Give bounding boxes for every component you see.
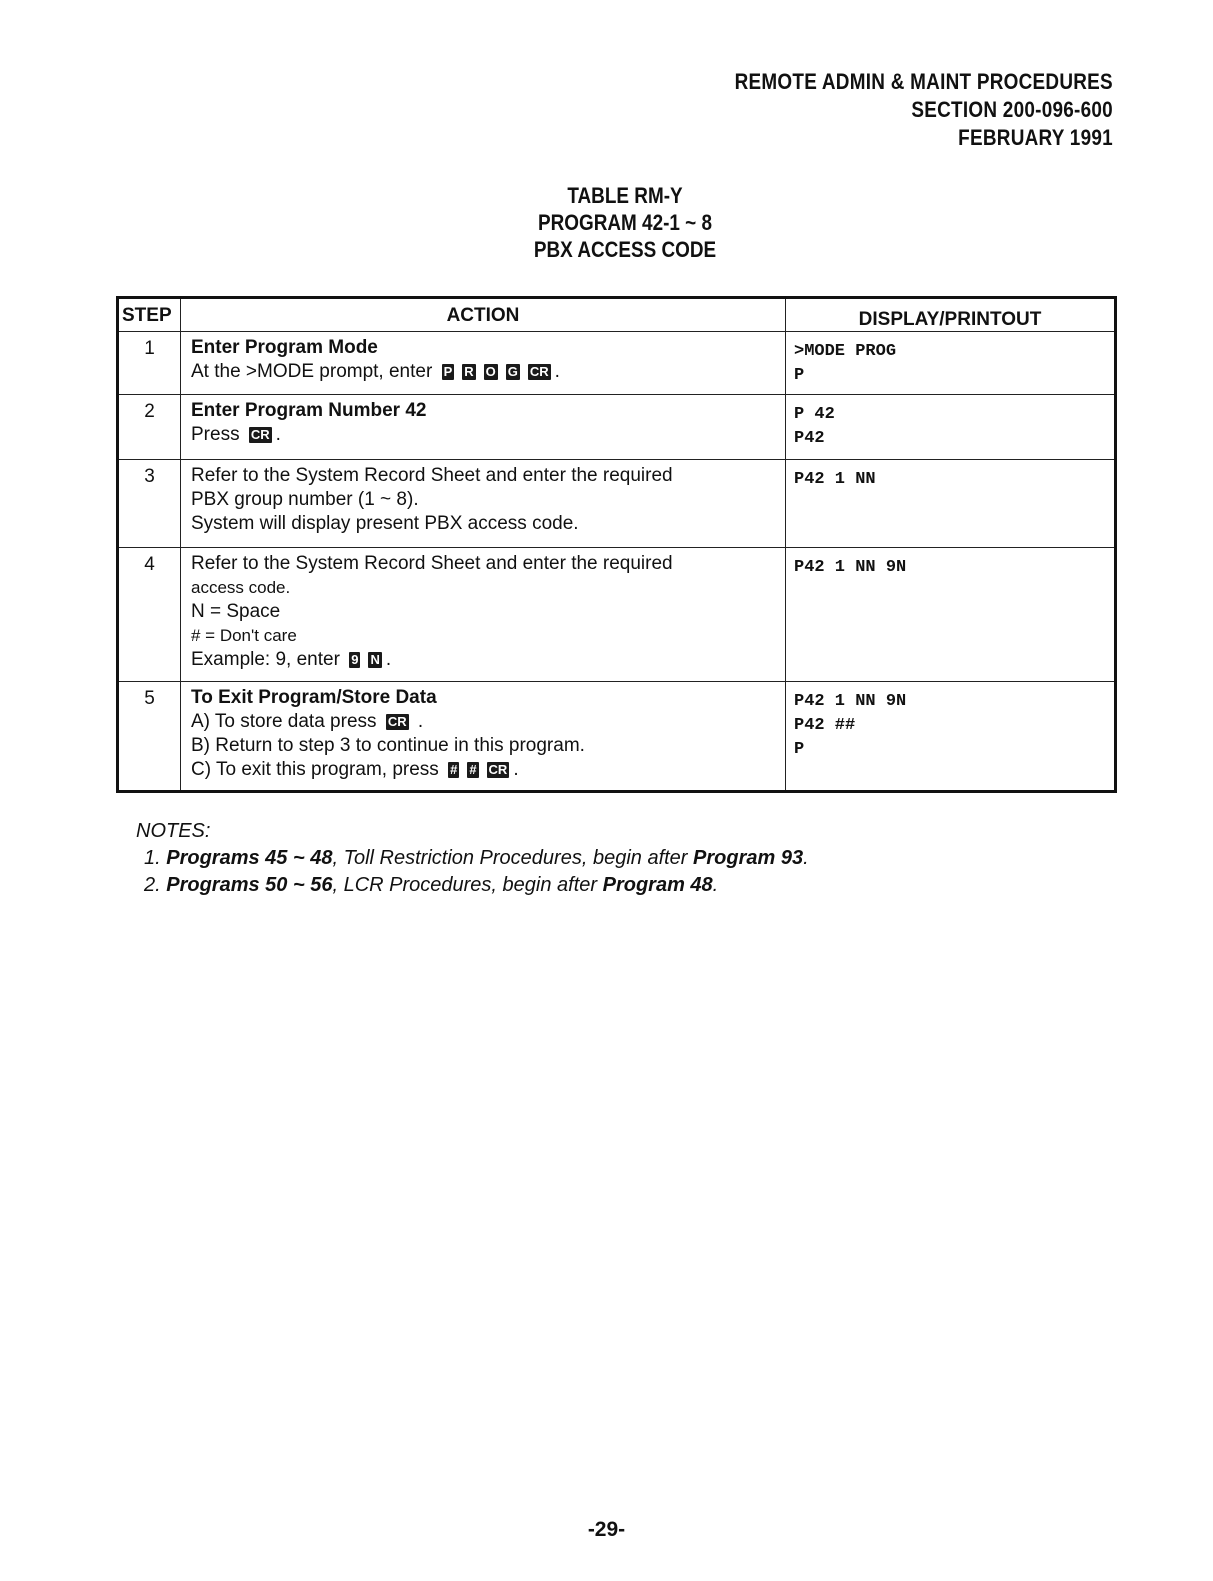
key-r: R <box>464 364 474 379</box>
display-cell <box>786 395 1116 460</box>
note-item <box>136 845 809 872</box>
display-cell <box>786 548 1116 682</box>
note-number: 2. <box>144 874 161 896</box>
option-c-text: C) To exit this program, press <box>191 759 439 780</box>
instruction-end: . <box>554 361 560 382</box>
option-a <box>191 710 779 734</box>
note-bold: Program 93 <box>693 847 804 869</box>
example-text: Example: 9, enter <box>191 649 340 670</box>
note-bold: Program 48 <box>602 874 713 896</box>
action-cell <box>181 395 786 460</box>
step-number: 1 <box>118 332 181 395</box>
key-o: O <box>485 364 496 379</box>
example-line <box>191 648 779 672</box>
display-line: >MODE PROG <box>794 342 897 361</box>
instruction-text: Press <box>191 424 240 445</box>
note-end: . <box>803 847 809 869</box>
table-subject: PBX ACCESS CODE <box>533 237 717 262</box>
key-cr: CR <box>488 762 508 777</box>
display-line: P42 1 NN 9N <box>794 692 907 711</box>
page-number: -29- <box>587 1518 626 1541</box>
header-title: REMOTE ADMIN & MAINT PROCEDURES <box>734 69 1113 94</box>
table-header-row <box>118 298 1116 332</box>
step-number: 3 <box>118 460 181 548</box>
action-line: access code. <box>191 578 291 597</box>
page-header <box>735 68 1113 152</box>
action-line: Refer to the System Record Sheet and enter the required <box>191 553 673 574</box>
action-cell <box>181 460 786 548</box>
step-title: Enter Program Mode <box>191 337 378 358</box>
option-a-text: A) To store data press <box>191 711 377 732</box>
step-instruction <box>191 360 779 384</box>
header-display: DISPLAY/PRINTOUT <box>786 298 1116 332</box>
display-line: P42 1 NN <box>794 470 876 489</box>
action-cell <box>181 332 786 395</box>
action-cell <box>181 548 786 682</box>
step-number: 2 <box>118 395 181 460</box>
display-line: P 42 <box>794 405 835 424</box>
note-text: , LCR Procedures, begin after <box>332 874 603 896</box>
example-end: . <box>385 649 392 670</box>
step-number: 5 <box>118 682 181 792</box>
header-date: FEBRUARY 1991 <box>958 125 1113 150</box>
table-title <box>483 182 767 263</box>
display-line: P42 1 NN 9N <box>794 558 907 577</box>
note-bold: Programs 45 ~ 48 <box>166 847 333 869</box>
display-cell <box>786 332 1116 395</box>
action-line: System will display present PBX access code. <box>191 513 579 534</box>
table-row <box>118 548 1116 682</box>
instruction-text: At the >MODE prompt, enter <box>191 361 433 382</box>
note-end: . <box>712 874 719 896</box>
table-row <box>118 332 1116 395</box>
display-line: P42 <box>794 429 825 448</box>
key-p: P <box>443 364 453 379</box>
step-title: Enter Program Number 42 <box>191 400 427 421</box>
step-number: 4 <box>118 548 181 682</box>
option-c <box>191 758 779 782</box>
action-line: # = Don't care <box>191 626 297 645</box>
notes-section <box>136 818 809 899</box>
option-b: B) Return to step 3 to continue in this program. <box>191 735 585 756</box>
note-text: , Toll Restriction Procedures, begin after <box>332 847 694 869</box>
key-cr: CR <box>387 714 407 729</box>
key-9: 9 <box>351 652 359 667</box>
note-number: 1. <box>144 847 161 869</box>
step-title: To Exit Program/Store Data <box>191 687 437 708</box>
display-cell <box>786 460 1116 548</box>
action-cell <box>181 682 786 792</box>
key-g: G <box>507 364 518 379</box>
key-cr: CR <box>250 427 270 442</box>
key-hash: # <box>450 762 458 777</box>
procedure-table <box>116 296 1117 793</box>
header-action: ACTION <box>181 298 786 332</box>
action-line: Refer to the System Record Sheet and enter the required <box>191 465 673 486</box>
display-cell <box>786 682 1116 792</box>
table-id: TABLE RM-Y <box>567 183 683 208</box>
key-hash: # <box>469 762 477 777</box>
action-line: PBX group number (1 ~ 8). <box>191 489 419 510</box>
display-line: P <box>794 366 805 385</box>
instruction-end: . <box>275 424 281 445</box>
table-row <box>118 395 1116 460</box>
note-item <box>136 872 809 899</box>
key-cr: CR <box>529 364 549 379</box>
option-a-end: . <box>417 711 424 732</box>
header-step: STEP <box>118 298 181 332</box>
table-row <box>118 460 1116 548</box>
header-section: SECTION 200-096-600 <box>911 97 1113 122</box>
note-bold: Programs 50 ~ 56 <box>166 874 333 896</box>
program-range: PROGRAM 42-1 ~ 8 <box>537 210 713 235</box>
display-line: P42 ## <box>794 716 856 735</box>
step-instruction <box>191 423 779 447</box>
key-n: N <box>370 652 380 667</box>
action-line: N = Space <box>191 601 281 622</box>
display-line: P <box>794 740 805 759</box>
notes-heading: NOTES: <box>136 820 211 842</box>
option-c-end: . <box>513 759 519 780</box>
table-row <box>118 682 1116 792</box>
